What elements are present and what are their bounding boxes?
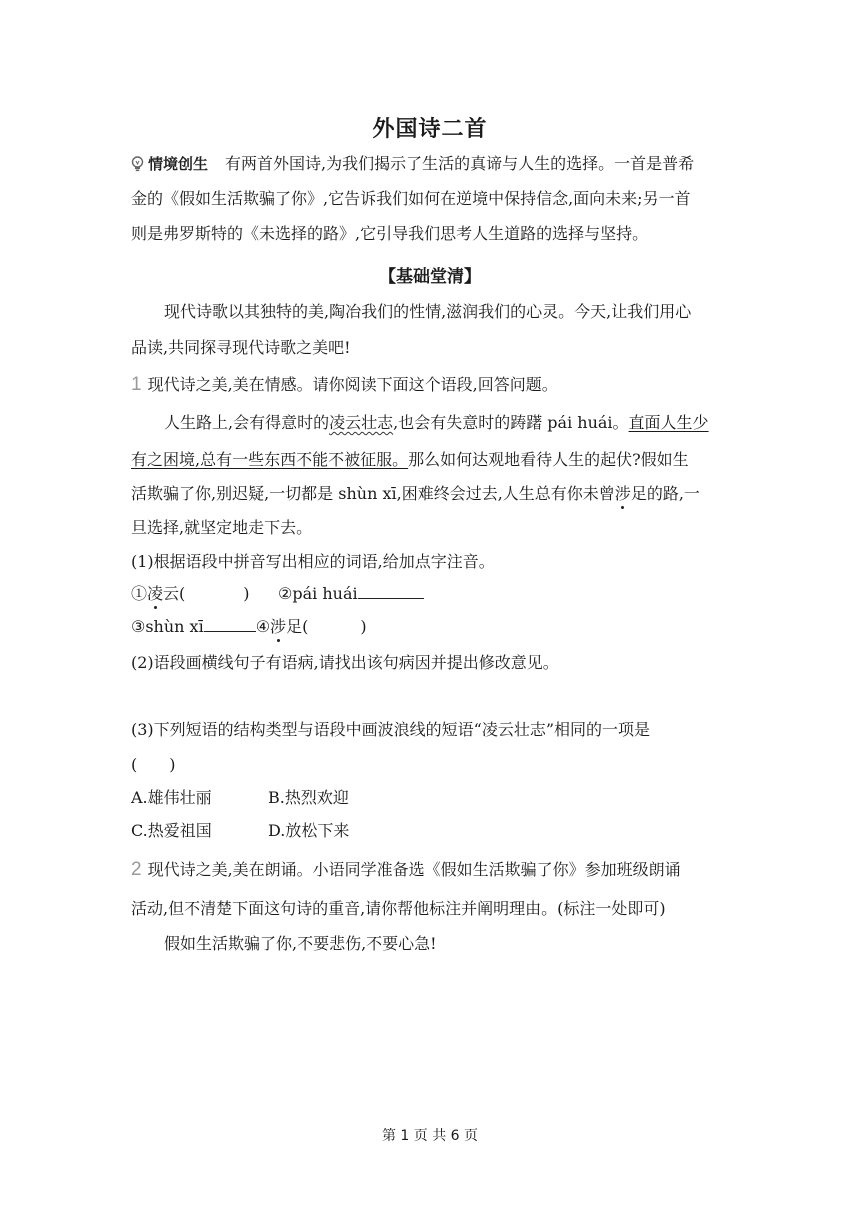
choice-d: D.放松下来 (268, 821, 350, 840)
intro-line-2: 金的《假如生活欺骗了你》,它告诉我们如何在逆境中保持信念,面向未来;另一首 (131, 189, 691, 208)
passage-text: ,也会有失意时的踌躇 pái huái。 (393, 413, 629, 432)
sub-question-2: (2)语段画横线句子有语病,请找出该句病因并提出修改意见。 (131, 653, 559, 672)
page-title: 外国诗二首 (372, 117, 488, 142)
passage-text: 活欺骗了你,别迟疑,一切都是 shùn xī,困难终会过去,人生总有你未曾 (131, 484, 615, 503)
answer-parens: ( ) (131, 755, 176, 774)
passage-text: 人生路上,会有得意时的 (164, 413, 330, 432)
answer-blank[interactable] (204, 617, 256, 632)
question-number: 2 (131, 859, 142, 880)
poem-line: 假如生活欺骗了你,不要悲伤,不要心急! (164, 934, 437, 953)
option-marker: ④ (255, 617, 271, 636)
question-2-prompt (131, 860, 681, 880)
passage-line-2 (131, 450, 689, 470)
passage-text: 足的路,一 (630, 484, 700, 503)
dotted-char: 涉 (614, 484, 631, 503)
passage-line-3 (131, 484, 700, 504)
question-2-line-2: 活动,但不清楚下面这句诗的重音,请你帮他标注并阐明理由。(标注一处即可) (131, 899, 666, 918)
option-text: 足( (286, 617, 309, 636)
option-1 (131, 584, 250, 604)
option-3 (131, 617, 367, 637)
option-text: ) (360, 617, 367, 636)
option-2 (278, 584, 424, 604)
choice-b: B.热烈欢迎 (268, 788, 349, 807)
section-heading: 【基础堂清】 (379, 267, 481, 287)
passage-line-1 (164, 413, 709, 433)
underlined-sentence: 直面人生少 (628, 413, 709, 432)
dotted-char: 涉 (270, 617, 287, 636)
lead-line-2: 品读,共同探寻现代诗歌之美吧! (131, 338, 351, 357)
question-2-text: 现代诗之美,美在朗诵。小语同学准备选《假如生活欺骗了你》参加班级朗诵 (147, 860, 681, 879)
option-text: 云( (163, 584, 186, 603)
choice-c: C.热爱祖国 (131, 821, 212, 840)
lead-line-1: 现代诗歌以其独特的美,陶冶我们的性情,滋润我们的心灵。今天,让我们用心 (164, 302, 692, 321)
passage-text: 那么如何达观地看待人生的起伏?假如生 (408, 450, 689, 469)
choice-a: A.雄伟壮丽 (131, 788, 212, 807)
lightbulb-icon (131, 156, 144, 172)
option-text: ) (243, 584, 250, 603)
option-marker: ① (131, 584, 148, 603)
scenario-badge-label: 情境创生 (148, 155, 209, 173)
question-1-text: 现代诗之美,美在情感。请你阅读下面这个语段,回答问题。 (147, 375, 558, 394)
intro-line-1 (131, 154, 694, 174)
wavy-phrase: 凌云壮志 (329, 413, 394, 432)
question-number: 1 (131, 374, 142, 395)
option-text: ③shùn xī (131, 617, 204, 636)
underlined-sentence: 有之困境,总有一些东西不能不被征服。 (131, 450, 409, 469)
passage-line-4: 旦选择,就坚定地走下去。 (131, 518, 313, 537)
dotted-char: 凌 (147, 584, 164, 603)
intro-line-3: 则是弗罗斯特的《未选择的路》,它引导我们思考人生道路的选择与坚持。 (131, 224, 649, 243)
question-1-prompt (131, 375, 558, 395)
intro-text-1: 有两首外国诗,为我们揭示了生活的真谛与人生的选择。一首是普希 (225, 154, 695, 173)
sub-question-1: (1)根据语段中拼音写出相应的词语,给加点字注音。 (131, 552, 495, 571)
sub-question-3: (3)下列短语的结构类型与语段中画波浪线的短语“凌云壮志”相同的一项是 (131, 720, 651, 739)
option-text: ②pái huái (278, 584, 358, 603)
scenario-badge (131, 155, 208, 173)
answer-blank[interactable] (358, 584, 424, 599)
page-footer: 第 1 页 共 6 页 (381, 1128, 479, 1144)
